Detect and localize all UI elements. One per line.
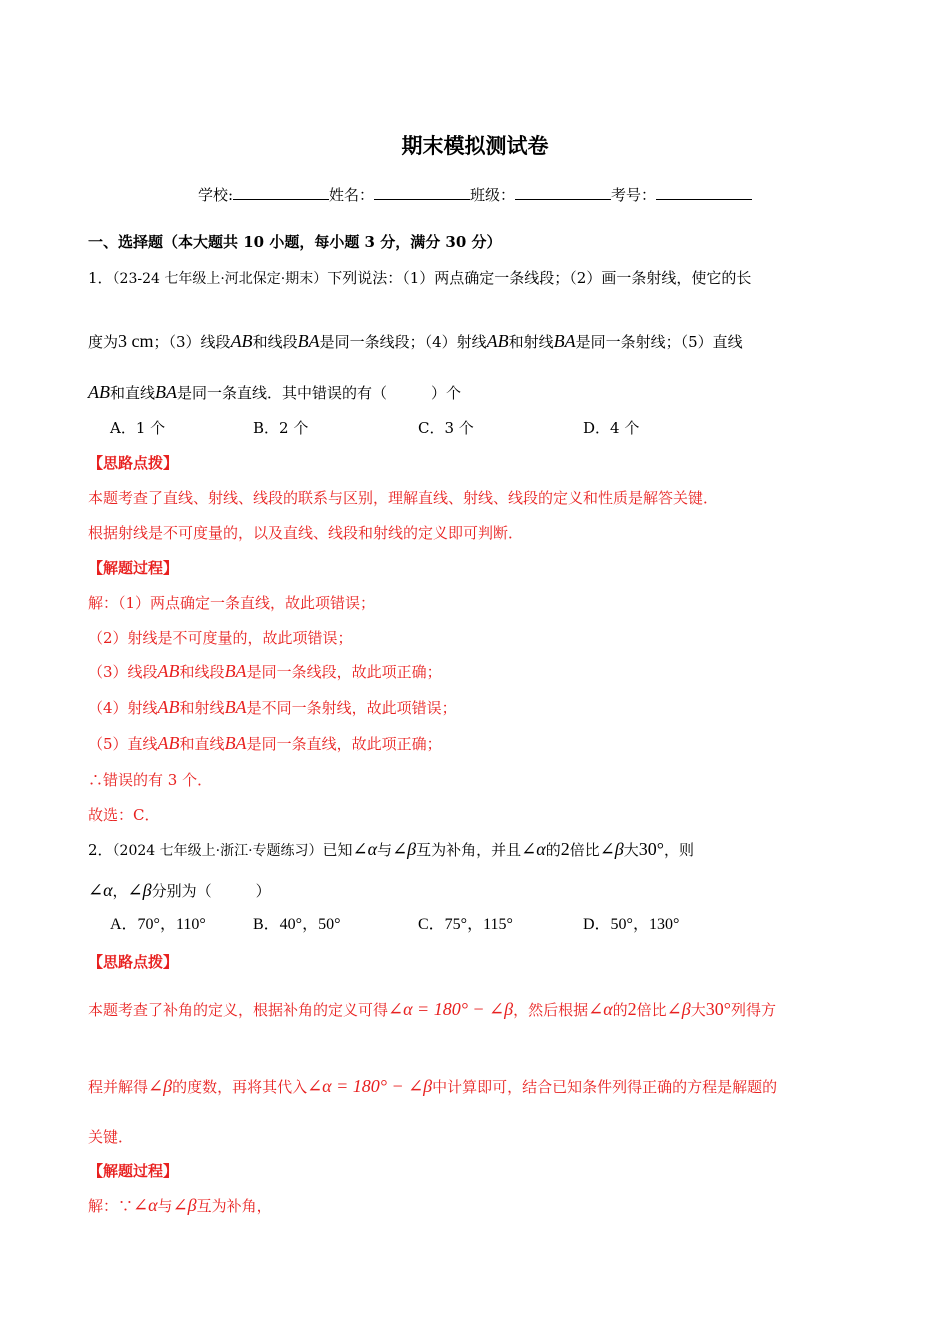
- exam-no-blank[interactable]: [656, 185, 752, 200]
- q1-ab-2: AB: [486, 331, 509, 351]
- q2-alpha-1: ∠α: [352, 839, 378, 859]
- q2-hint-line-3: 关键．: [88, 1128, 134, 1146]
- q1-hint-line-1: 本题考查了直线、射线、线段的联系与区别，理解直线、射线、线段的定义和性质是解答关键．: [88, 489, 719, 507]
- q2-solution-header: 【解题过程】: [88, 1162, 179, 1180]
- q2-sol1-a: 解：∵: [88, 1197, 134, 1215]
- q1-text-3a: 和直线: [110, 384, 156, 402]
- q2-hint-beta: ∠β: [666, 999, 691, 1019]
- q1-ba-1: BA: [297, 331, 320, 351]
- q1-sol3-ba: BA: [224, 661, 247, 681]
- name-label: 姓名：: [329, 186, 375, 204]
- q2-text-1f: 大: [623, 841, 639, 859]
- q1-text-3c: ）个: [431, 384, 462, 402]
- q1-option-b[interactable]: B．2 个: [253, 419, 309, 437]
- q2-text-1g: ，则: [663, 841, 694, 859]
- q1-sol4-c: 是不同一条射线，故此项错误；: [246, 699, 457, 717]
- q2-solution-1: [88, 1195, 272, 1216]
- q2-hint-header: 【思路点拨】: [88, 953, 179, 971]
- q1-sol5-b: 和直线: [179, 735, 225, 753]
- q1-ba-2: BA: [553, 331, 576, 351]
- q1-text-2e: 和射线: [508, 333, 554, 351]
- q1-sol5-a: （5）直线: [88, 735, 158, 753]
- q1-text-3b: 是同一条直线．其中错误的有（: [177, 384, 388, 402]
- q1-source: （23-24 七年级上·河北保定·期末）: [112, 271, 328, 287]
- q1-sol4-b: 和射线: [179, 699, 225, 717]
- q2-hint2-a: 程并解得: [88, 1078, 149, 1096]
- q1-text-2d: 是同一条线段；（4）射线: [319, 333, 487, 351]
- q1-ba-3: BA: [155, 382, 178, 402]
- q2-two: 2: [560, 839, 570, 859]
- q1-sol4-a: （4）射线: [88, 699, 158, 717]
- q2-sol-alpha: ∠α: [133, 1195, 158, 1215]
- q2-sol-beta: ∠β: [172, 1195, 197, 1215]
- school-blank[interactable]: [233, 185, 329, 200]
- q1-sol3-b: 和线段: [179, 663, 225, 681]
- q1-sol4-ab: AB: [157, 697, 180, 717]
- q2-hint-two: 2: [627, 999, 637, 1019]
- q1-solution-2: （2）射线是不可度量的，故此项错误；: [88, 629, 353, 647]
- q1-text-2b: ；（3）线段: [153, 333, 231, 351]
- q1-length-value: 3 cm: [118, 331, 154, 351]
- q1-sol4-ba: BA: [224, 697, 247, 717]
- q2-text-2b: 分别为（: [151, 882, 212, 900]
- q2-sol1-c: 互为补角，: [196, 1197, 272, 1215]
- q1-option-c[interactable]: C．3 个: [418, 419, 474, 437]
- q2-option-a[interactable]: A．70°，110°: [110, 916, 206, 933]
- q2-hint2-beta: ∠β: [148, 1076, 173, 1096]
- q1-hint-line-2: 根据射线是不可度量的，以及直线、线段和射线的定义即可判断．: [88, 524, 524, 542]
- page-title: 期末模拟测试卷: [401, 134, 549, 158]
- q1-solution-1: 解：（1）两点确定一条直线，故此项错误；: [88, 594, 376, 612]
- q1-conclusion: ∴错误的有 3 个．: [88, 771, 213, 789]
- q2-source: （2024 七年级上·浙江·专题练习）: [112, 843, 323, 859]
- q1-hint-header: 【思路点拨】: [88, 454, 179, 472]
- q2-hint-alpha: ∠α: [588, 999, 613, 1019]
- q2-hint1-c: 的: [612, 1001, 628, 1019]
- q1-solution-3: [88, 661, 442, 682]
- q1-sol3-a: （3）线段: [88, 663, 158, 681]
- q2-hint2-c: 中计算即可，结合已知条件列得正确的方程是解题的: [432, 1078, 778, 1096]
- q2-hint1-f: 列得方: [730, 1001, 776, 1019]
- q1-ab-3: AB: [88, 382, 110, 402]
- q2-hint-line-2: [88, 1076, 777, 1097]
- q2-option-c[interactable]: C．75°，115°: [418, 916, 513, 933]
- q2-option-d[interactable]: D．50°，130°: [583, 916, 680, 933]
- q2-hint-thirty: 30°: [705, 999, 731, 1019]
- q1-option-a[interactable]: A．1 个: [110, 419, 166, 437]
- class-blank[interactable]: [515, 185, 611, 200]
- q1-text-2f: 是同一条射线；（5）直线: [575, 333, 743, 351]
- q2-text-2c: ）: [255, 882, 271, 900]
- name-blank[interactable]: [374, 185, 470, 200]
- q1-solution-4: [88, 697, 457, 718]
- q2-text-1e: 倍比: [569, 841, 600, 859]
- q1-text-1: 下列说法：（1）两点确定一条线段；（2）画一条射线，使它的长: [327, 269, 752, 287]
- q1-line3: [88, 382, 461, 403]
- q1-text-2c: 和线段: [252, 333, 298, 351]
- q2-equation-2: ∠α = 180° − ∠β: [307, 1076, 433, 1096]
- q1-line1: [88, 268, 751, 289]
- q1-sol3-ab: AB: [157, 661, 180, 681]
- q2-alpha-2: ∠α: [521, 839, 546, 859]
- q1-text-2a: 度为: [88, 333, 119, 351]
- q1-answer: 故选：C．: [88, 806, 160, 824]
- q2-beta-1: ∠β: [392, 839, 417, 859]
- q2-hint1-e: 大: [690, 1001, 706, 1019]
- q2-hint1-b: ，然后根据: [513, 1001, 589, 1019]
- q1-option-d[interactable]: D．4 个: [583, 419, 640, 437]
- q2-beta-2: ∠β: [599, 839, 624, 859]
- q1-solution-5: [88, 733, 442, 754]
- q1-solution-header: 【解题过程】: [88, 559, 179, 577]
- q2-text-1d: 的: [545, 841, 561, 859]
- q1-number: 1．: [88, 269, 113, 287]
- q2-thirty: 30°: [638, 839, 664, 859]
- q2-hint-line-1: [88, 999, 776, 1020]
- q1-sol5-c: 是同一条直线，故此项正确；: [246, 735, 442, 753]
- q2-alpha-3: ∠α: [88, 880, 113, 900]
- q2-sol1-b: 与: [157, 1197, 173, 1215]
- q1-ab-1: AB: [230, 331, 253, 351]
- q1-line2: [88, 331, 743, 352]
- class-label: 班级：: [470, 186, 516, 204]
- school-label: 学校:: [197, 186, 233, 204]
- exam-no-label: 考号：: [611, 186, 657, 204]
- q1-sol3-c: 是同一条线段，故此项正确；: [246, 663, 442, 681]
- q2-hint2-b: 的度数，再将其代入: [172, 1078, 308, 1096]
- q2-text-1c: 互为补角，并且: [416, 841, 522, 859]
- student-info-line: [0, 184, 950, 205]
- q2-equation-1: ∠α = 180° − ∠β: [388, 999, 514, 1019]
- q2-number: 2．: [88, 841, 113, 859]
- q2-option-b[interactable]: B．40°，50°: [253, 916, 341, 933]
- q2-line2: [88, 880, 271, 901]
- q2-hint1-a: 本题考查了补角的定义，根据补角的定义可得: [88, 1001, 389, 1019]
- q2-text-1b: 与: [377, 841, 393, 859]
- q1-sol5-ab: AB: [157, 733, 180, 753]
- q2-beta-3: ∠β: [127, 880, 152, 900]
- section-heading: 一、选择题（本大题共 10 小题，每小题 3 分，满分 30 分）: [88, 233, 502, 251]
- q2-hint1-d: 倍比: [636, 1001, 667, 1019]
- q2-text-2a: ，: [112, 882, 128, 900]
- q2-line1: [88, 839, 694, 861]
- q1-sol5-ba: BA: [224, 733, 247, 753]
- q2-text-1a: 已知: [322, 841, 353, 859]
